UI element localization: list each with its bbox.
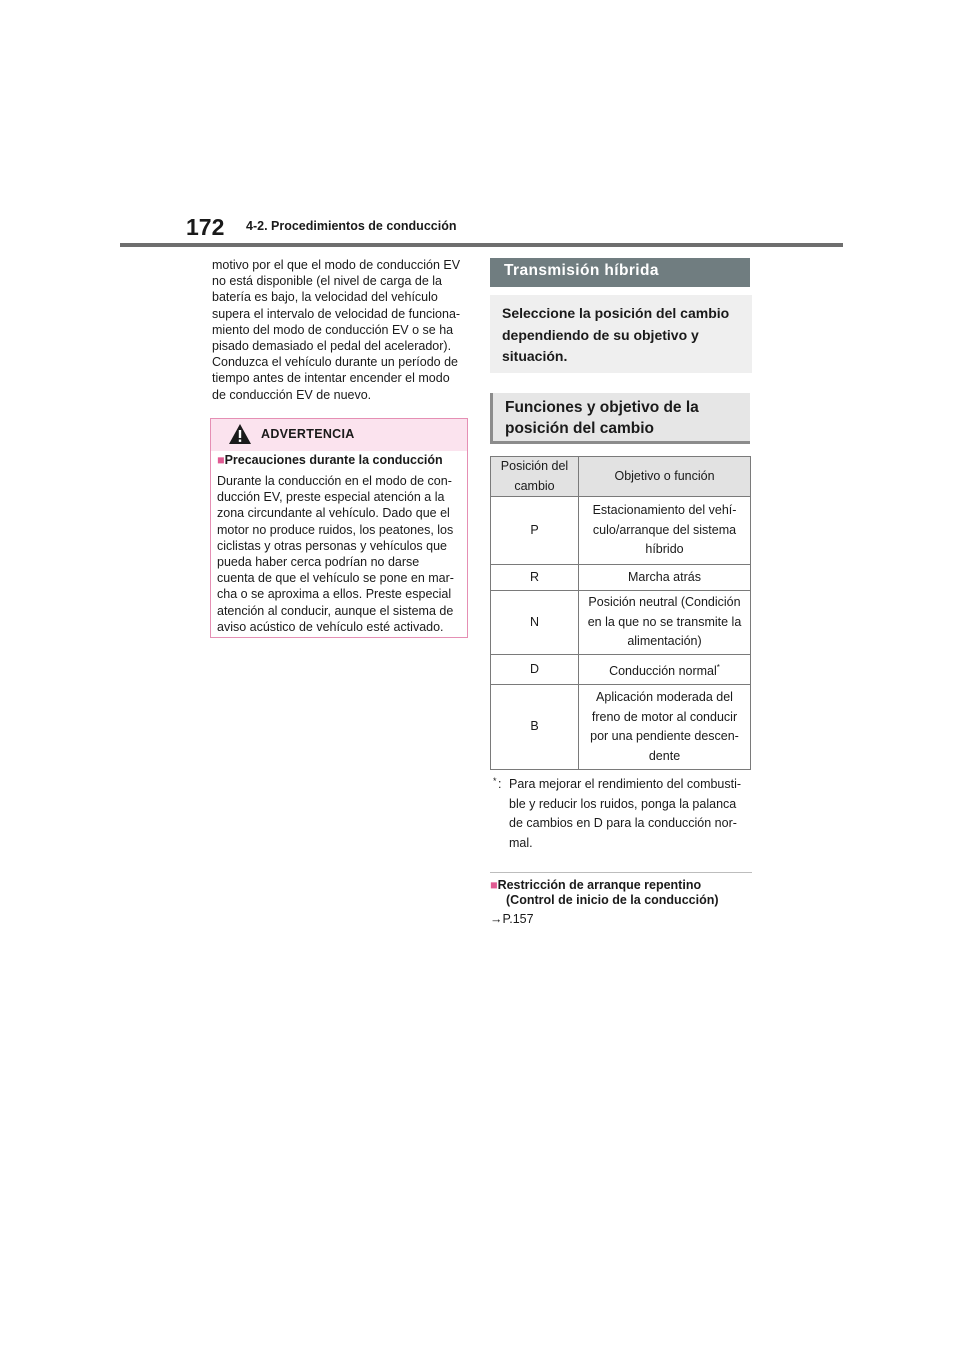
- function-cell: [579, 655, 751, 685]
- warning-line: cha o se aproxima a ellos. Preste especial: [217, 587, 452, 602]
- position-cell: P: [491, 497, 579, 565]
- function-cell: [579, 591, 751, 655]
- table-header-row: [491, 457, 751, 497]
- function-cell: [579, 685, 751, 770]
- warning-line: ducción EV, preste especial atención a la: [217, 490, 445, 505]
- warning-heading-text: Precauciones durante la conducción: [224, 453, 443, 467]
- transmission-title: Transmisión híbrida: [504, 262, 659, 279]
- body-paragraph: [212, 257, 474, 403]
- paragraph-line: supera el intervalo de velocidad de funciona-: [212, 306, 461, 321]
- restriction-line: [490, 878, 752, 893]
- intro-line: situación.: [502, 348, 568, 364]
- cell-line: culo/arranque del sistema: [592, 522, 737, 537]
- footnote-line: de cambios en D para la conducción nor-: [509, 816, 737, 830]
- table-row: [491, 591, 751, 655]
- paragraph-line: miento del modo de conducción EV o se ha: [212, 322, 454, 337]
- paragraph-line: Conduzca el vehículo durante un período de: [212, 355, 459, 370]
- warning-line: atención al conducir, aunque el sistema de: [217, 603, 454, 618]
- cell-line: Estacionamiento del vehí-: [592, 503, 737, 518]
- position-cell: R: [491, 565, 579, 591]
- page-reference-link[interactable]: P.157: [502, 912, 534, 926]
- page-reference[interactable]: [490, 912, 534, 926]
- footnote-line: mal.: [509, 835, 533, 850]
- footnote-mark: *: [716, 662, 720, 672]
- arrow-right-icon: →: [490, 912, 503, 926]
- bullet-square-icon: ■: [217, 453, 225, 467]
- intro-line: dependiendo de su objetivo y: [502, 326, 699, 343]
- header-line: cambio: [514, 478, 555, 493]
- bullet-square-icon: ■: [490, 878, 498, 892]
- cell-line: dente: [648, 748, 681, 763]
- warning-line: pueda haber cerca podrían no darse: [217, 555, 420, 570]
- footnote-line: Para mejorar el rendimiento del combusti-: [509, 777, 742, 791]
- cell-line: freno de motor al conducir: [591, 709, 738, 724]
- paragraph-line: motivo por el que el modo de conducción EV: [212, 258, 461, 272]
- header-line: Posición del: [500, 459, 569, 473]
- warning-line: Durante la conducción en el modo de con-: [217, 474, 452, 488]
- paragraph-line: no está disponible (el nivel de carga de la: [212, 274, 443, 289]
- cell-line: híbrido: [645, 542, 684, 557]
- position-cell: D: [491, 655, 579, 685]
- intro-line: Seleccione la posición del cambio: [502, 305, 730, 321]
- warning-header: [211, 419, 467, 451]
- warning-heading: [217, 453, 443, 467]
- warning-line: motor no produce ruidos, los peatones, los: [217, 522, 454, 537]
- table-row: [491, 655, 751, 685]
- shift-position-table: [490, 456, 751, 770]
- intro-text: [502, 303, 747, 368]
- cell-line: Posición neutral (Condición: [588, 595, 741, 610]
- warning-line: aviso acústico de vehículo esté activado.: [217, 619, 444, 634]
- footnote-text: [509, 775, 749, 853]
- intro-box: [490, 295, 752, 373]
- warning-line: cuenta de que el vehículo se pone en mar-: [217, 571, 454, 586]
- warning-line: zona circundante al vehículo. Dado que el: [217, 506, 450, 521]
- column-header-position: [491, 457, 579, 497]
- cell-line: Marcha atrás: [628, 569, 701, 584]
- cell-line: en la que no se transmite la: [587, 614, 742, 629]
- table-row: [491, 497, 751, 565]
- warning-text: [217, 473, 467, 635]
- table-row: [491, 565, 751, 591]
- warning-triangle-icon: [228, 423, 252, 445]
- paragraph-line: batería es bajo, la velocidad del vehículo: [212, 290, 438, 305]
- position-cell: N: [491, 591, 579, 655]
- paragraph-line: pisado demasiado el pedal del acelerador).: [212, 339, 452, 354]
- paragraph-line: tiempo antes de intentar encender el modo: [212, 371, 450, 386]
- cell-line: alimentación): [627, 634, 702, 649]
- cell-line: Aplicación moderada del: [596, 690, 733, 704]
- cell-line: Conducción normal: [609, 663, 717, 678]
- functions-heading-box: [490, 393, 750, 444]
- restriction-line-text: Restricción de arranque repentino: [497, 878, 702, 892]
- footnote-colon: :: [498, 777, 502, 791]
- position-cell: B: [491, 685, 579, 770]
- footnote-mark: *: [493, 776, 497, 786]
- column-header-function: Objetivo o función: [579, 457, 751, 497]
- paragraph-line: de conducción EV de nuevo.: [212, 387, 372, 402]
- restriction-line: (Control de inicio de la conducción): [506, 893, 719, 907]
- table-row: [491, 685, 751, 770]
- warning-box: [210, 418, 468, 638]
- restriction-heading: [490, 878, 752, 908]
- cell-line: por una pendiente descen-: [590, 729, 739, 743]
- transmission-title-bar: [490, 258, 750, 287]
- functions-heading-line: Funciones y objetivo de la: [505, 399, 699, 416]
- section-divider: [490, 872, 752, 873]
- header-divider: [120, 243, 843, 247]
- warning-line: ciclistas y otras personas y vehículos que: [217, 538, 447, 553]
- warning-label: ADVERTENCIA: [261, 427, 355, 441]
- function-cell: [579, 565, 751, 591]
- function-cell: [579, 497, 751, 565]
- section-title: 4-2. Procedimientos de conducción: [246, 219, 457, 233]
- page-number: 172: [186, 214, 225, 240]
- functions-heading-line: posición del cambio: [505, 420, 654, 437]
- functions-heading: [505, 397, 699, 439]
- footnote-line: ble y reducir los ruidos, ponga la palanca: [509, 796, 737, 811]
